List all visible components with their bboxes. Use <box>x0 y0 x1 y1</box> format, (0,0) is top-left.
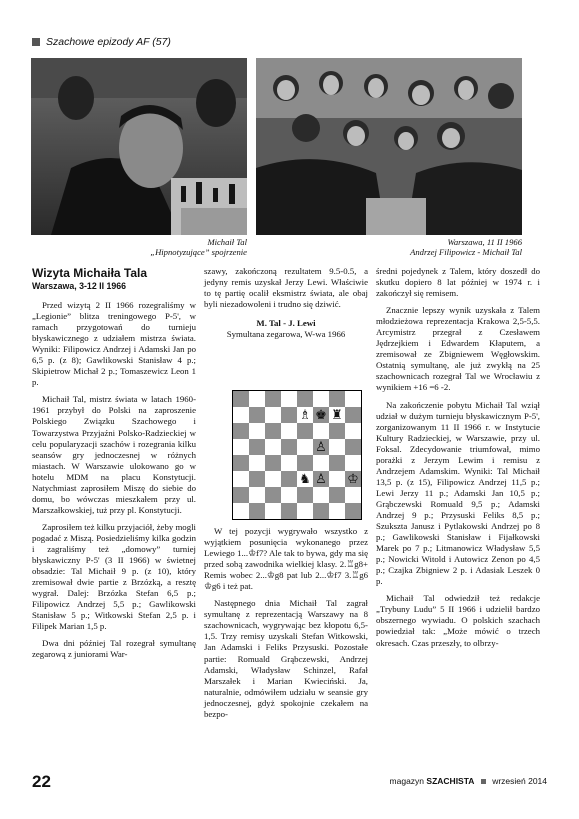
board-square-d8 <box>281 391 297 407</box>
board-square-c3 <box>265 471 281 487</box>
board-square-g2 <box>329 487 345 503</box>
article-subtitle: Warszawa, 3-12 II 1966 <box>32 281 127 291</box>
board-square-h8 <box>345 391 361 407</box>
board-square-a1 <box>233 503 249 519</box>
chess-piece-e3: ♞ <box>299 471 311 487</box>
article-column-2-continued <box>204 526 368 726</box>
chess-piece-f5: ♙ <box>315 439 327 455</box>
paragraph: Na zakończenie pobytu Michaił Tal wziął udział w dużym turnieju błyskawicznym P-5', zorganizowanym 11 II 1966 r. w Instytucie Kultury Radzieckiej, w Warszawie, przy ul. Foksal. Zdecydowanie triumfował, mimo porażki z Jerzym Lewim i remisu z Andrzejem Adamskim. Wyniki: Tal Michaił 13,5 p. (z 15), Filipowicz Andrzej 11,5 p.; Lewi Jerzy 11 p.; Adamski Jan 10,5 p.; Grąbczewski Romuald 9,5 p.; Adamski Andrzej 9 p.; Przysuski Feliks 8,5 p.; Szukszta Janusz i Pytlakowski Andrzej po 8 p.; Gawlikowski Stanisław i Fijałkowski Marek po 7 p.; Litmanowicz Władysław 5,5 p.; Nowicki Witold i Autowicz Zenon po 4,5 p.; Czajka Zbigniew 2 p. i Adasiak Leszek 0 p. <box>376 399 540 587</box>
board-square-g6 <box>329 423 345 439</box>
board-square-b8 <box>249 391 265 407</box>
board-square-h4 <box>345 455 361 471</box>
board-square-a8 <box>233 391 249 407</box>
photo-tal-image <box>31 58 247 235</box>
photo-tal-portrait <box>31 58 247 235</box>
paragraph: średni pojedynek z Talem, który doszedł do skutku dopiero 8 lat później w 1974 r. i zakończył się remisem. <box>376 266 540 299</box>
board-square-b7 <box>249 407 265 423</box>
board-square-e8 <box>297 391 313 407</box>
board-square-g3 <box>329 471 345 487</box>
board-square-e5 <box>297 439 313 455</box>
magazine-label: magazyn <box>389 776 425 786</box>
chess-piece-f3: ♙ <box>315 471 327 487</box>
page-number: 22 <box>32 772 51 791</box>
board-square-f6 <box>313 423 329 439</box>
board-square-a6 <box>233 423 249 439</box>
caption-left-line1: Michaił Tal <box>207 237 247 247</box>
board-square-d2 <box>281 487 297 503</box>
board-square-e1 <box>297 503 313 519</box>
board-square-d1 <box>281 503 297 519</box>
paragraph: szawy, zakończoną rezultatem 9.5-0.5, a jedyny remis uzyskał Jerzy Lewi. Właściwie to tę partię ocalił eksmistrz świata, ale obaj byli niezadowoleni i trudno się dziwić. <box>204 266 368 310</box>
board-square-a2 <box>233 487 249 503</box>
board-square-b5 <box>249 439 265 455</box>
board-square-h3 <box>345 471 361 487</box>
board-square-c4 <box>265 455 281 471</box>
section-header <box>32 35 171 49</box>
series-title: Szachowe epizody AF (57) <box>46 36 171 48</box>
paragraph: Michaił Tal, mistrz świata w latach 1960-1961 przybył do Polski na zaproszenie Polskiego Związku Szachowego i Towarzystwa Przyjaźni Polsko-Radzieckiej w celu popularyzacji szachów i rozegrania kilku seansów gry jednoczesnej w różnych miastach. W Warszawie ulokowano go w hotelu MDM na placu Konstytucji. Natychmiast zaprosiłem Miszę do siebie do domu, bo wówczas mieszkałem przy ul. Marszałkowskiej, tuż przy pl. Konstytucji. <box>32 394 196 515</box>
board-square-e7 <box>297 407 313 423</box>
board-square-a3 <box>233 471 249 487</box>
board-square-d5 <box>281 439 297 455</box>
board-square-d7 <box>281 407 297 423</box>
board-square-e2 <box>297 487 313 503</box>
board-square-f4 <box>313 455 329 471</box>
board-square-f3 <box>313 471 329 487</box>
board-square-g8 <box>329 391 345 407</box>
chess-piece-e7: ♗ <box>299 407 311 423</box>
board-square-h6 <box>345 423 361 439</box>
board-square-d3 <box>281 471 297 487</box>
chess-piece-g7: ♜ <box>331 407 343 423</box>
bullet-square <box>32 38 40 46</box>
board-square-b1 <box>249 503 265 519</box>
board-square-e3 <box>297 471 313 487</box>
game-subtitle: Symultana zegarowa, W-wa 1966 <box>226 329 346 340</box>
article-title: Wizyta Michaiła Tala <box>32 266 148 280</box>
paragraph: Znacznie lepszy wynik uzyskała z Talem młodzieżowa reprezentacja Krakowa 2,5-5,5. Arcymistrz przegrał z Czesławem Jędrzejkiem i Edwardem Kłaputem, a zremisował ze Zbigniewem Węgłowskim. Ostatnią symultanę, ale już zwykłą na 25 szachownicach rozegrał Tal we Wrocławiu z wynikiem +16 =6 -2. <box>376 305 540 393</box>
board-square-g1 <box>329 503 345 519</box>
board-square-c5 <box>265 439 281 455</box>
paragraph: Zaprosiłem też kilku przyjaciół, żeby mogli pogadać z Miszą. Posiedzieliśmy kilka godzin i zagraliśmy też „domowy” turniej błyskawiczny P-5' (3 II 1966) w świetnej obsadzie: Tal Michaił 9 p. (z 10), który zremisował dwie partie z Brzózką, a resztę wygrał. Dalej: Brzózka Stefan 6,5 p.; Filipowicz Andrzej 5,5 p.; Gawlikowski Stanisław 5 p.; Witkowski Stefan 2,5 p. i Filipek Marian 1,5 p. <box>32 521 196 632</box>
board-square-c2 <box>265 487 281 503</box>
paragraph: W tej pozycji wygrywało wszystko z wyjątkiem posunięcia wykonanego przez Lewiego 1...♔f7? Ale tak to bywa, gdy ma się przed sobą zawodnika wielkiej klasy. 2.♖g8+ Remis wobec 2...♔g8 pat lub 2...♔f7 3.♖g6 ♔g6 i też pat. <box>204 526 368 592</box>
caption-left <box>31 237 247 257</box>
board-square-a5 <box>233 439 249 455</box>
board-square-c7 <box>265 407 281 423</box>
caption-right <box>256 237 522 257</box>
page-footer <box>32 772 547 792</box>
paragraph: Przed wizytą 2 II 1966 rozegraliśmy w „Legionie” blitza treningowego P-5', w ramach przygotowań do turnieju błyskawicznego z udziałem mistrza świata. Wyniki: Filipowicz Andrzej i Adamski Jan po 6,5 p. (z 8); Gawlikowski Stanisław 4 p.; Skipietrow Michał 2 p.; Tomaszewicz Leon 1 p. <box>32 300 196 388</box>
caption-left-line2: „Hipnotyzujące” spojrzenie <box>150 247 247 257</box>
board-square-h5 <box>345 439 361 455</box>
paragraph: Michaił Tal odwiedził też redakcje „Trybuny Ludu” 5 II 1966 i udzielił bardzo obszernego wywiadu. O polskich szachach powiedział tak: „Może mówić o trzech okresach. Czas przeszły, to olbrzy- <box>376 593 540 648</box>
board-square-e4 <box>297 455 313 471</box>
caption-right-line2: Andrzej Filipowicz - Michaił Tal <box>410 247 522 257</box>
caption-right-line1: Warszawa, 11 II 1966 <box>447 237 522 247</box>
board-square-c6 <box>265 423 281 439</box>
paragraph: Dwa dni później Tal rozegrał symultanę zegarową z juniorami War- <box>32 638 196 660</box>
board-square-g7 <box>329 407 345 423</box>
board-square-f2 <box>313 487 329 503</box>
issue-date: wrzesień 2014 <box>492 776 547 786</box>
chess-diagram <box>232 390 362 520</box>
board-square-g5 <box>329 439 345 455</box>
board-square-f7 <box>313 407 329 423</box>
separator-square <box>481 779 486 784</box>
board-square-e6 <box>297 423 313 439</box>
photo-warsaw-image <box>256 58 522 235</box>
board-square-d4 <box>281 455 297 471</box>
article-column-2 <box>204 266 368 340</box>
article-column-3 <box>376 266 540 655</box>
board-square-h7 <box>345 407 361 423</box>
board-square-b6 <box>249 423 265 439</box>
board-square-d6 <box>281 423 297 439</box>
board-square-b4 <box>249 455 265 471</box>
magazine-info <box>390 776 547 786</box>
board-square-g4 <box>329 455 345 471</box>
board-square-a4 <box>233 455 249 471</box>
board-square-f8 <box>313 391 329 407</box>
board-square-a7 <box>233 407 249 423</box>
board-square-b3 <box>249 471 265 487</box>
game-title: M. Tal - J. Lewi <box>256 318 316 329</box>
chess-piece-f7: ♚ <box>315 407 327 423</box>
magazine-name: SZACHISTA <box>426 776 475 786</box>
board-square-c8 <box>265 391 281 407</box>
photo-warsaw-1966 <box>256 58 522 235</box>
board-square-h2 <box>345 487 361 503</box>
board-square-b2 <box>249 487 265 503</box>
board-square-h1 <box>345 503 361 519</box>
board-square-f1 <box>313 503 329 519</box>
chess-piece-h3: ♔ <box>347 471 359 487</box>
board-square-c1 <box>265 503 281 519</box>
article-column-1 <box>32 266 196 666</box>
paragraph: Następnego dnia Michaił Tal zagrał symultanę z reprezentacją Warszawy na 8 szachownicach, wygrywając bez kłopotu 6,5-1,5. Trzy remisy uzyskali Stefan Witkowski, Jan Adamski i Feliks Przysuski. Pozostałe partie: Romuald Grąbczewski, Andrzej Adamski, Władysław Schinzel, Rafał Marszałek i Marian Kwieciński. Ja, naturalnie, odmówiłem udziału w seansie gry jednoczesnej, gdyż spokojnie czekałem na bezpo- <box>204 598 368 719</box>
board-square-f5 <box>313 439 329 455</box>
